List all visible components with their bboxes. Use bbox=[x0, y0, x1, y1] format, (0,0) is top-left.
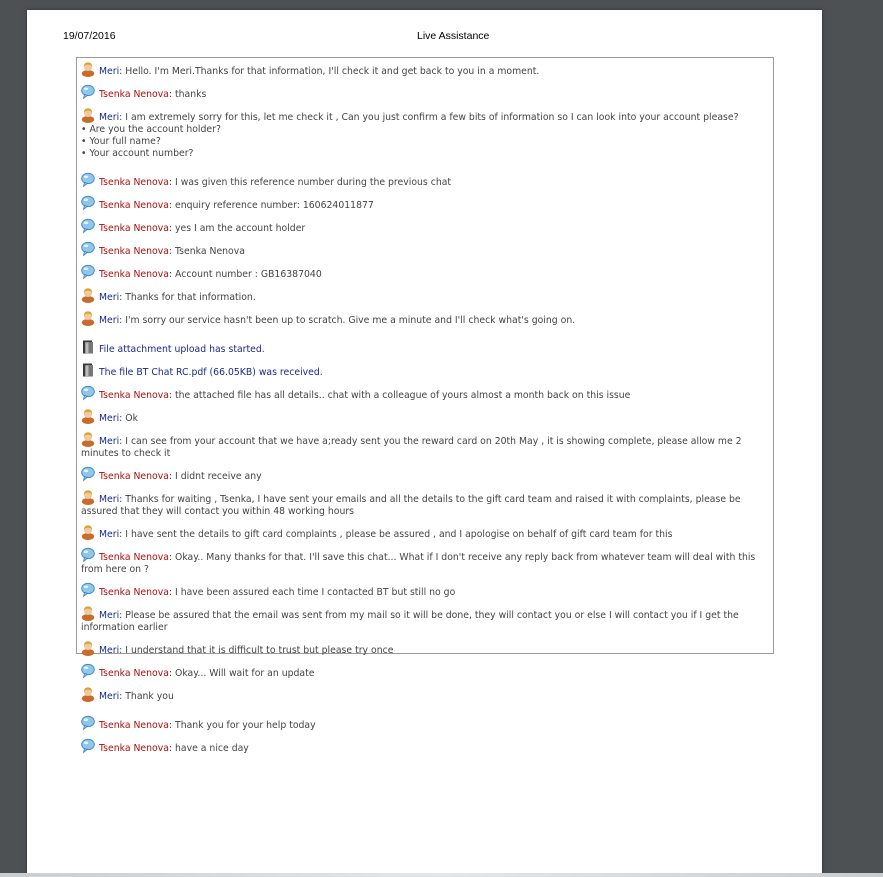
agent-name: Meri bbox=[99, 691, 120, 702]
message-text: Okay... Will wait for an update bbox=[175, 668, 315, 679]
speech-bubble-icon bbox=[81, 466, 95, 482]
chat-message: Tsenka Nenova: I was given this reference number during the previous chat bbox=[81, 172, 769, 189]
customer-name: Tsenka Nenova bbox=[99, 200, 169, 211]
message-text: I can see from your account that we have a;ready sent you the reward card on 20th May , it is showing complete, please allow me 2 minutes to check it bbox=[81, 436, 742, 459]
message-text: Okay.. Many thanks for that. I'll save this chat... What if I don't receive any reply back from whatever team will deal with this from here on ? bbox=[81, 552, 756, 575]
customer-name: Tsenka Nenova bbox=[99, 89, 169, 100]
speech-bubble-icon bbox=[81, 715, 95, 731]
chat-message: Tsenka Nenova: Okay... Will wait for an update bbox=[81, 663, 769, 680]
chat-message: Meri: I'm sorry our service hasn't been up to scratch. Give me a minute and I'll check what's going on. bbox=[81, 310, 769, 327]
message-text: I understand that it is difficult to trust but please try once bbox=[125, 645, 394, 656]
customer-name: Tsenka Nenova bbox=[99, 668, 169, 679]
chat-message: Tsenka Nenova: Tsenka Nenova bbox=[81, 241, 769, 258]
speech-bubble-icon bbox=[81, 547, 95, 563]
message-text: thanks bbox=[175, 89, 207, 100]
message-text: Tsenka Nenova bbox=[175, 246, 245, 257]
system-message-text: The file BT Chat RC.pdf (66.05KB) was received. bbox=[99, 367, 323, 378]
system-message-text: File attachment upload has started. bbox=[99, 344, 265, 355]
message-text: Thanks for waiting , Tsenka, I have sent your emails and all the details to the gift card team and raised it with complaints, please be assured that they will contact you within 48 working hours bbox=[81, 494, 741, 517]
agent-name: Meri bbox=[99, 494, 120, 505]
file-attachment-icon bbox=[81, 362, 95, 378]
customer-name: Tsenka Nenova bbox=[99, 177, 169, 188]
message-text: Ok bbox=[125, 413, 138, 424]
agent-name: Meri bbox=[99, 529, 120, 540]
chat-message: Meri: I can see from your account that we have a;ready sent you the reward card on 20th May , it is showing complete, please allow me 2 minutes to check it bbox=[81, 431, 769, 460]
agent-name: Meri bbox=[99, 645, 120, 656]
customer-name: Tsenka Nenova bbox=[99, 552, 169, 563]
message-text: I didnt receive any bbox=[175, 471, 262, 482]
speech-bubble-icon bbox=[81, 264, 95, 280]
agent-name: Meri bbox=[99, 413, 120, 424]
agent-avatar-icon bbox=[81, 640, 95, 656]
message-text: Account number : GB16387040 bbox=[175, 269, 322, 280]
system-message bbox=[81, 339, 769, 356]
chat-message: Meri: Ok bbox=[81, 408, 769, 425]
agent-avatar-icon bbox=[81, 310, 95, 326]
chat-message: Tsenka Nenova: thanks bbox=[81, 84, 769, 101]
document-page bbox=[27, 10, 822, 877]
chat-message: Meri: Hello. I'm Meri.Thanks for that information, I'll check it and get back to you in a moment. bbox=[81, 61, 769, 78]
chat-message: Tsenka Nenova: Account number : GB16387040 bbox=[81, 264, 769, 281]
message-text: Hello. I'm Meri.Thanks for that information, I'll check it and get back to you in a moment. bbox=[125, 66, 540, 77]
chat-message: Meri: Thank you bbox=[81, 686, 769, 703]
agent-avatar-icon bbox=[81, 605, 95, 621]
message-text: I was given this reference number during the previous chat bbox=[175, 177, 452, 188]
speech-bubble-icon bbox=[81, 663, 95, 679]
agent-avatar-icon bbox=[81, 408, 95, 424]
agent-avatar-icon bbox=[81, 489, 95, 505]
speech-bubble-icon bbox=[81, 738, 95, 754]
message-text: Thank you for your help today bbox=[175, 720, 316, 731]
agent-avatar-icon bbox=[81, 287, 95, 303]
speech-bubble-icon bbox=[81, 218, 95, 234]
question-item: • Your full name? bbox=[81, 136, 161, 147]
chat-message: Meri: Thanks for waiting , Tsenka, I have sent your emails and all the details to the gift card team and raised it with complaints, please be assured that they will contact you within 48 working hours bbox=[81, 489, 769, 518]
customer-name: Tsenka Nenova bbox=[99, 471, 169, 482]
agent-avatar-icon bbox=[81, 686, 95, 702]
message-text: I'm sorry our service hasn't been up to scratch. Give me a minute and I'll check what's going on. bbox=[125, 315, 576, 326]
chat-message: Tsenka Nenova: I have been assured each time I contacted BT but still no go bbox=[81, 582, 769, 599]
message-text: yes I am the account holder bbox=[175, 223, 306, 234]
question-item: • Your account number? bbox=[81, 148, 194, 159]
speech-bubble-icon bbox=[81, 582, 95, 598]
speech-bubble-icon bbox=[81, 84, 95, 100]
chat-message: Meri: I am extremely sorry for this, let me check it , Can you just confirm a few bits of information so I can look into your account please? • Are you the account holder? • Your full name? • Your account number? bbox=[81, 107, 769, 160]
customer-name: Tsenka Nenova bbox=[99, 246, 169, 257]
message-text: I have been assured each time I contacted BT but still no go bbox=[175, 587, 456, 598]
message-text: Please be assured that the email was sent from my mail so it will be done, they will contact you or else I will contact you if I get the information earlier bbox=[81, 610, 739, 633]
chat-message: Meri: Thanks for that information. bbox=[81, 287, 769, 304]
agent-avatar-icon bbox=[81, 61, 95, 77]
transcript-date: 19/07/2016 bbox=[63, 30, 116, 42]
page-header bbox=[63, 30, 813, 44]
message-text: enquiry reference number: 160624011877 bbox=[175, 200, 374, 211]
speech-bubble-icon bbox=[81, 385, 95, 401]
agent-avatar-icon bbox=[81, 431, 95, 447]
message-text: I have sent the details to gift card complaints , please be assured , and I apologise on behalf of gift card team for this bbox=[125, 529, 673, 540]
viewer-bottom-edge bbox=[0, 873, 883, 877]
question-item: • Are you the account holder? bbox=[81, 124, 221, 135]
customer-name: Tsenka Nenova bbox=[99, 269, 169, 280]
chat-message: Meri: I have sent the details to gift card complaints , please be assured , and I apologise on behalf of gift card team for this bbox=[81, 524, 769, 541]
agent-name: Meri bbox=[99, 292, 120, 303]
message-text: I am extremely sorry for this, let me check it , Can you just confirm a few bits of information so I can look into your account please? bbox=[125, 112, 739, 123]
agent-name: Meri bbox=[99, 315, 120, 326]
customer-name: Tsenka Nenova bbox=[99, 587, 169, 598]
speech-bubble-icon bbox=[81, 172, 95, 188]
chat-message: Tsenka Nenova: Okay.. Many thanks for that. I'll save this chat... What if I don't receive any reply back from whatever team will deal with this from here on ? bbox=[81, 547, 769, 576]
customer-name: Tsenka Nenova bbox=[99, 223, 169, 234]
customer-name: Tsenka Nenova bbox=[99, 743, 169, 754]
question-list bbox=[81, 124, 769, 160]
agent-name: Meri bbox=[99, 610, 120, 621]
agent-name: Meri bbox=[99, 66, 120, 77]
page-title: Live Assistance bbox=[417, 30, 490, 42]
message-text: Thank you bbox=[125, 691, 174, 702]
chat-message: Tsenka Nenova: the attached file has all details.. chat with a colleague of yours almost a month back on this issue bbox=[81, 385, 769, 402]
speech-bubble-icon bbox=[81, 195, 95, 211]
chat-message: Tsenka Nenova: Thank you for your help today bbox=[81, 715, 769, 732]
file-attachment-icon bbox=[81, 339, 95, 355]
system-message bbox=[81, 362, 769, 379]
agent-name: Meri bbox=[99, 112, 120, 123]
agent-name: Meri bbox=[99, 436, 120, 447]
customer-name: Tsenka Nenova bbox=[99, 720, 169, 731]
chat-transcript bbox=[76, 57, 774, 754]
chat-message: Meri: Please be assured that the email was sent from my mail so it will be done, they will contact you or else I will contact you if I get the information earlier bbox=[81, 605, 769, 634]
agent-avatar-icon bbox=[81, 107, 95, 123]
speech-bubble-icon bbox=[81, 241, 95, 257]
chat-message: Tsenka Nenova: have a nice day bbox=[81, 738, 769, 755]
customer-name: Tsenka Nenova bbox=[99, 390, 169, 401]
chat-message: Tsenka Nenova: yes I am the account holder bbox=[81, 218, 769, 235]
message-text: the attached file has all details.. chat with a colleague of yours almost a month back on this issue bbox=[175, 390, 631, 401]
chat-message: Tsenka Nenova: enquiry reference number: 160624011877 bbox=[81, 195, 769, 212]
message-text: Thanks for that information. bbox=[125, 292, 256, 303]
agent-avatar-icon bbox=[81, 524, 95, 540]
chat-message: Tsenka Nenova: I didnt receive any bbox=[81, 466, 769, 483]
chat-message: Meri: I understand that it is difficult to trust but please try once bbox=[81, 640, 769, 657]
message-text: have a nice day bbox=[175, 743, 249, 754]
